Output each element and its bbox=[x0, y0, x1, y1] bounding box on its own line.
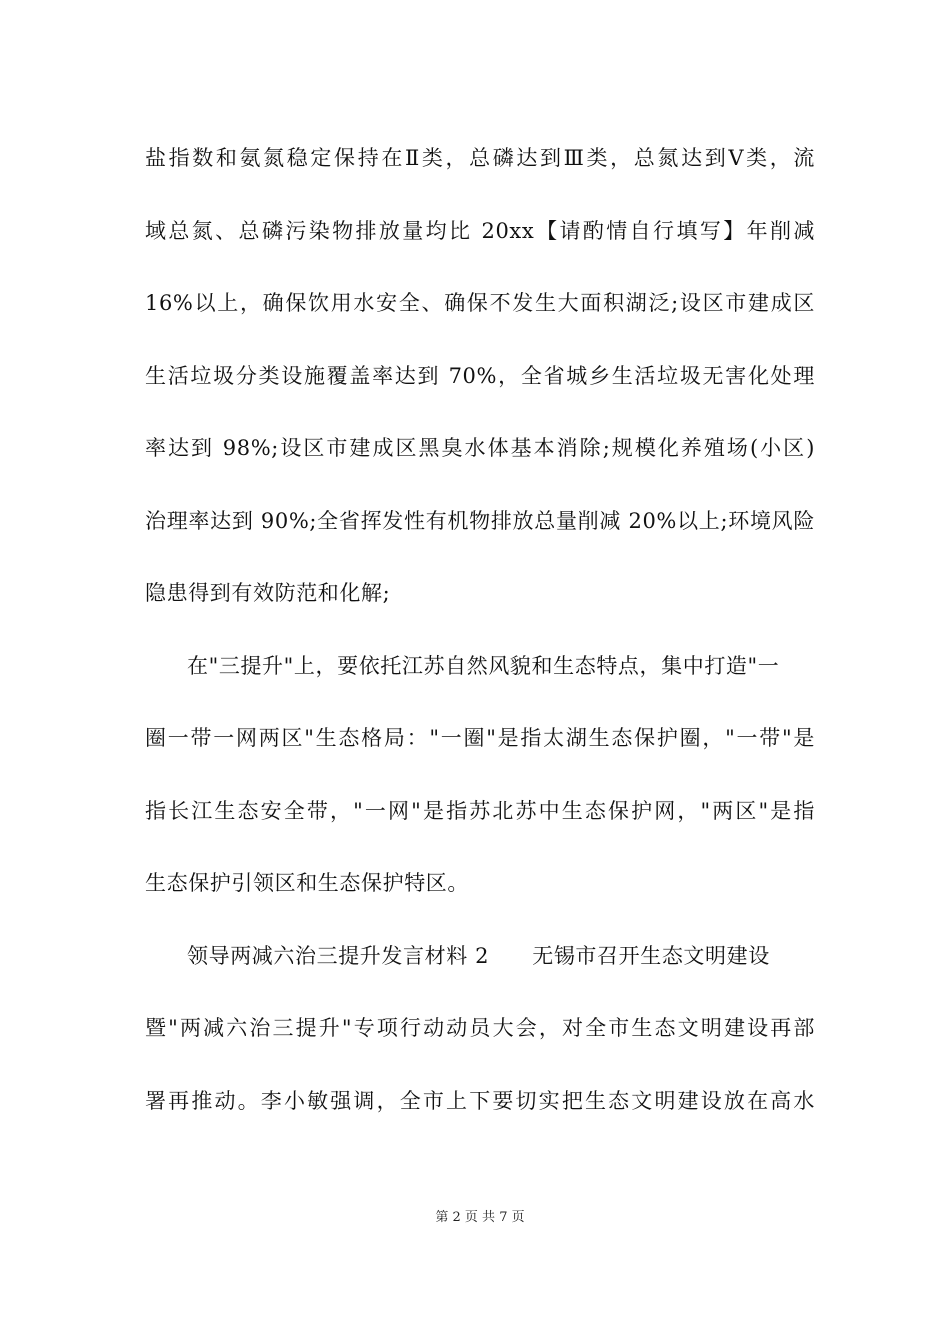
page-number-footer: 第 2 页 共 7 页 bbox=[435, 1210, 525, 1225]
text-line: 指长江生态安全带，"一网"是指苏北苏中生态保护网，"两区"是指 bbox=[145, 798, 815, 823]
text-line: 治理率达到 90%;全省挥发性有机物排放总量削减 20%以上;环境风险 bbox=[145, 508, 815, 533]
text-line: 暨"两减六治三提升"专项行动动员大会，对全市生态文明建设再部 bbox=[145, 1016, 815, 1040]
text-line: 域总氮、总磷污染物排放量均比 20xx【请酌情自行填写】年削减 bbox=[145, 218, 815, 243]
text-line: 16%以上，确保饮用水安全、确保不发生大面积湖泛;设区市建成区 bbox=[145, 291, 815, 315]
text-line: 生活垃圾分类设施覆盖率达到 70%，全省城乡生活垃圾无害化处理 bbox=[145, 363, 815, 388]
paragraph-start-line: 在"三提升"上，要依托江苏自然风貌和生态特点，集中打造"一 bbox=[187, 653, 780, 678]
body-text bbox=[145, 138, 815, 1153]
paragraph-start-line: 领导两减六治三提升发言材料 2 无锡市召开生态文明建设 bbox=[187, 943, 770, 968]
text-line: 隐患得到有效防范和化解; bbox=[145, 581, 391, 605]
text-line: 生态保护引领区和生态保护特区。 bbox=[145, 871, 469, 895]
text-line: 盐指数和氨氮稳定保持在Ⅱ类，总磷达到Ⅲ类，总氮达到Ⅴ类，流 bbox=[145, 146, 815, 170]
text-line: 署再推动。李小敏强调，全市上下要切实把生态文明建设放在高水 bbox=[145, 1088, 815, 1113]
text-line: 率达到 98%;设区市建成区黑臭水体基本消除;规模化养殖场(小区) bbox=[145, 436, 815, 460]
text-line: 圈一带一网两区"生态格局："一圈"是指太湖生态保护圈，"一带"是 bbox=[145, 726, 815, 750]
